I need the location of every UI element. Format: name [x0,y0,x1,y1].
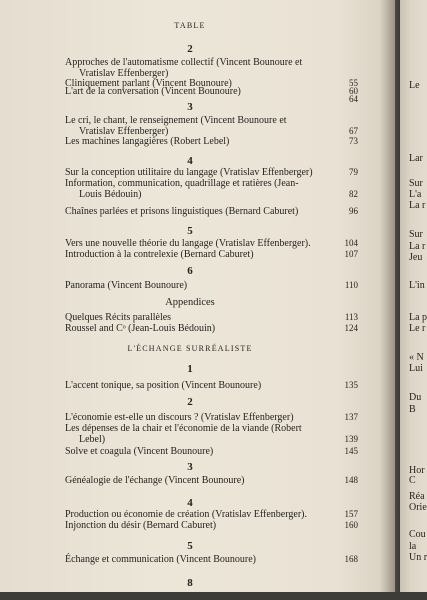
right-page-text-fragment: Sur [409,229,423,240]
right-page-text-fragment: B [409,404,416,415]
toc-entry-line[interactable]: Production ou économie de création (Vratislav Effenberger). [65,509,307,520]
toc-entry-line[interactable]: Introduction à la contrelexie (Bernard Caburet) [65,249,254,260]
section-number: 2 [187,43,193,55]
toc-entry-line[interactable]: Approches de l'automatisme collectif (Vincent Bounoure et [65,57,303,68]
toc-entry-line[interactable]: Injonction du désir (Bernard Caburet) [65,520,217,531]
right-page-text-fragment: Jeu [409,252,423,263]
toc-entry-line[interactable]: Quelques Récits parallèles [65,312,172,323]
toc-page-number: 110 [344,280,358,290]
toc-page-number: 137 [344,412,358,422]
toc-entry-line[interactable]: Cliniquement parlant (Vincent Bounoure) [65,78,232,89]
toc-entry-line[interactable]: Panorama (Vincent Bounoure) [65,280,188,291]
right-page-edge [400,0,427,600]
toc-entry-line[interactable]: Vratislav Effenberger) [79,126,169,138]
toc-page-number: 145 [344,446,358,456]
toc-page-number: 64 [349,94,358,104]
toc-page-number: 148 [344,475,358,485]
right-page-text-fragment: Le [409,80,420,91]
section-number: 5 [187,225,193,237]
right-page-text-fragment: La r [409,241,426,252]
right-page-text-fragment: Lui [409,363,423,374]
right-page-text-fragment: Orie [409,502,427,513]
right-page-text-fragment: Cou [409,529,426,540]
section-number: 4 [187,497,193,509]
toc-page-number: 135 [344,380,358,390]
toc-page-number: 82 [349,189,358,200]
right-page-text-fragment: « N [409,352,424,363]
toc-page-number: 67 [349,126,358,137]
toc-page-number: 104 [344,238,358,248]
page-title: TABLE [174,21,206,30]
toc-entry-line[interactable]: Vratislav Effenberger) [79,68,169,80]
toc-entry-line[interactable]: Roussel and Cᵒ (Jean-Louis Bédouin) [65,323,216,334]
toc-entry-line[interactable]: L'accent tonique, sa position (Vincent Bounoure) [65,380,262,391]
section-number: 4 [187,155,193,167]
book-gutter [380,0,402,600]
right-page-text-fragment: la [409,541,417,552]
toc-page-number: 60 [349,86,358,96]
toc-page-number: 55 [349,78,358,88]
right-page-text-fragment: Du [409,392,422,403]
right-page-text-fragment: La r [409,200,426,211]
right-page-text-fragment: C [409,475,416,486]
toc-entry-line[interactable]: Lebel) [79,434,106,446]
toc-entry-line[interactable]: Vers une nouvelle théorie du langage (Vratislav Effenberger). [65,238,311,249]
toc-page-number: 139 [344,434,358,445]
right-page-text-fragment: Lar [409,153,423,164]
toc-page-number: 79 [349,167,358,177]
table-surface [0,592,427,600]
toc-page-number: 124 [344,323,358,333]
toc-entry-line[interactable]: Information, communication, quadrillage et ratières (Jean- [65,178,299,189]
appendices-heading: Appendices [165,297,215,308]
toc-entry-line[interactable]: L'art de la conversation (Vincent Bounoure) [65,86,241,97]
toc-entry-line[interactable]: Généalogie de l'échange (Vincent Bounoure) [65,475,245,486]
part-title: L'ÉCHANGE SURRÉALISTE [127,344,253,353]
right-page-text-fragment: L'in [409,280,425,291]
right-page-text-fragment: Le r [409,323,426,334]
toc-entry-line[interactable]: Les dépenses de la chair et l'économie de la viande (Robert [65,423,302,434]
section-number: 5 [187,540,193,552]
section-number: 1 [187,363,193,375]
right-page-text-fragment: Réa [409,491,425,502]
section-number: 2 [187,396,193,408]
toc-entry-line[interactable]: Échange et communication (Vincent Bounoure) [65,554,257,565]
toc-page-number: 73 [349,136,358,146]
section-number: 3 [187,461,193,473]
toc-page-number: 96 [349,206,358,216]
toc-entry-line[interactable]: Les machines langagières (Robert Lebel) [65,136,230,147]
toc-page-number: 160 [344,520,358,530]
toc-entry-line[interactable]: Sur la conception utilitaire du langage (Vratislav Effenberger) [65,167,313,178]
toc-page-number: 113 [344,312,358,322]
right-page-text-fragment: La p [409,312,427,323]
toc-entry-line[interactable]: L'économie est-elle un discours ? (Vratislav Effenberger) [65,412,294,423]
toc-entry-line[interactable]: Le cri, le chant, le renseignement (Vincent Bounoure et [65,115,287,126]
right-page-text-fragment: Hor [409,465,425,476]
toc-entry-line[interactable]: Chaînes parlées et prisons linguistiques (Bernard Caburet) [65,206,299,217]
toc-entry-line[interactable]: Louis Bédouin) [79,189,142,201]
right-page-text-fragment: L'a [409,189,422,200]
page-number: 8 [187,577,193,589]
toc-entry-line[interactable]: Solve et coagula (Vincent Bounoure) [65,446,214,457]
toc-page-number: 107 [344,249,358,259]
section-number: 3 [187,101,193,113]
right-page-text-fragment: Sur [409,178,423,189]
toc-page-number: 157 [344,509,358,519]
right-page-text-fragment: Un r [409,552,427,563]
toc-page-number: 168 [344,554,358,564]
section-number: 6 [187,265,193,277]
